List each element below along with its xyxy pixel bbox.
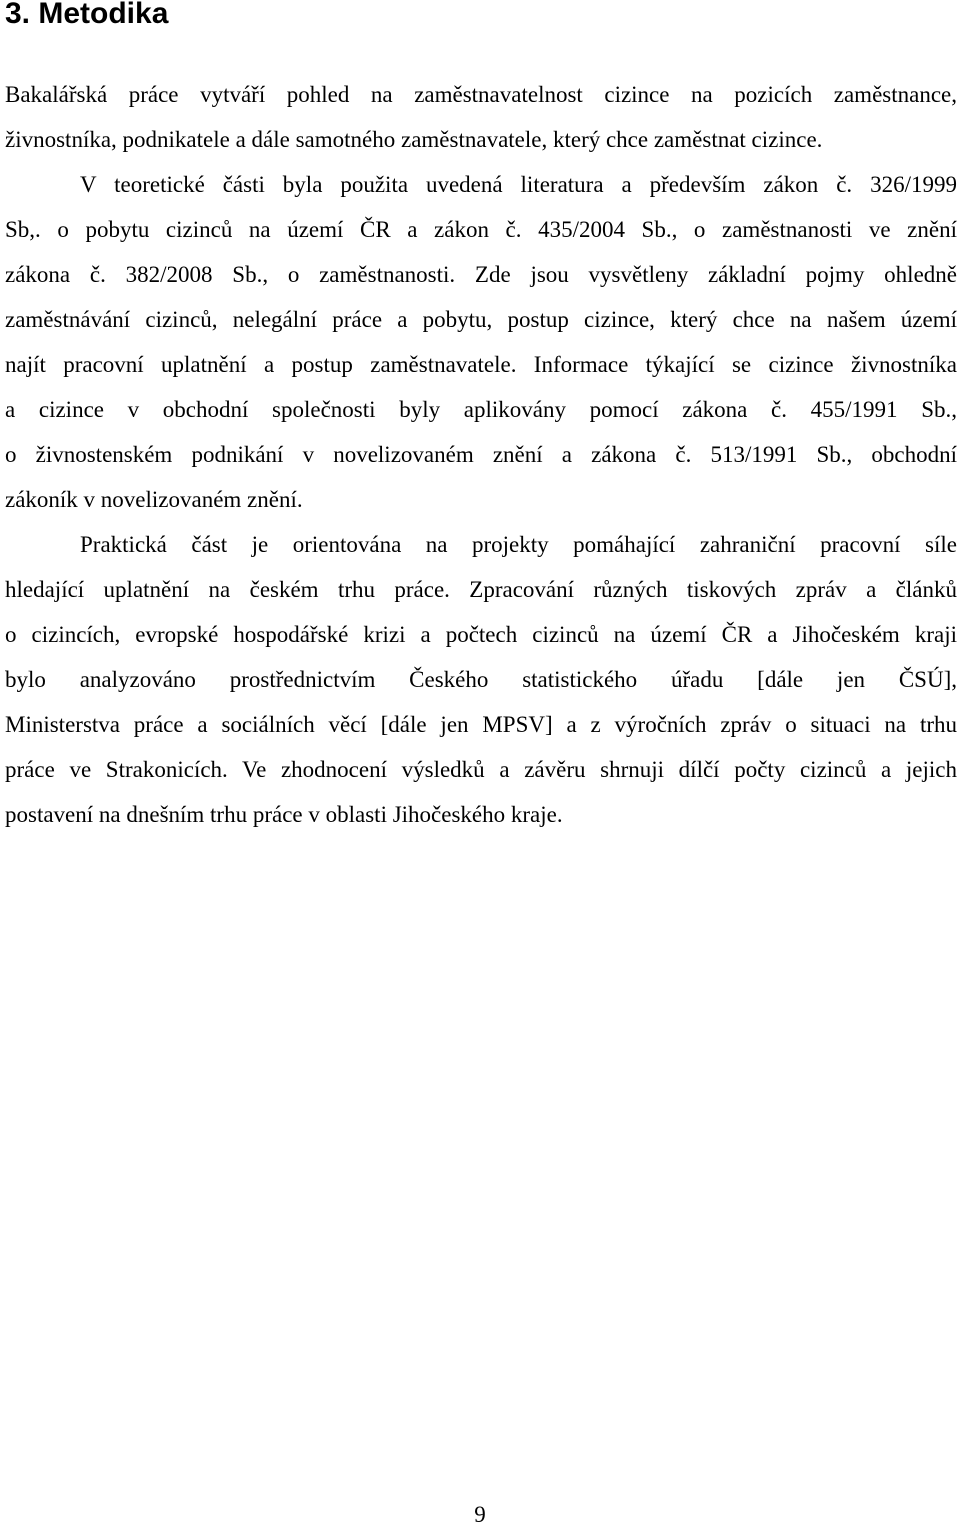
paragraph-2-line-5: najít pracovní uplatnění a postup zaměstnavatele. Informace týkající se cizince živnostníka	[5, 352, 957, 377]
paragraph-3-line-3: o cizincích, evropské hospodářské krizi a počtech cizinců na území ČR a Jihočeském kraji	[5, 622, 957, 647]
paragraph-2-line-3: zákona č. 382/2008 Sb., o zaměstnanosti. Zde jsou vysvětleny základní pojmy ohledně	[5, 262, 957, 287]
paragraph-2-line-8: zákoník v novelizovaném znění.	[5, 487, 303, 512]
paragraph-3-line-2: hledající uplatnění na českém trhu práce. Zpracování různých tiskových zpráv a článků	[5, 577, 957, 602]
paragraph-1-line-1: Bakalářská práce vytváří pohled na zaměstnavatelnost cizince na pozicích zaměstnance,	[5, 82, 957, 107]
paragraph-3-line-5: Ministerstva práce a sociálních věcí [dále jen MPSV] a z výročních zpráv o situaci na trhu	[5, 712, 957, 737]
paragraph-2-line-6: a cizince v obchodní společnosti byly aplikovány pomocí zákona č. 455/1991 Sb.,	[5, 397, 957, 422]
paragraph-2-line-7: o živnostenském podnikání v novelizovaném znění a zákona č. 513/1991 Sb., obchodní	[5, 442, 957, 467]
paragraph-3-line-1: Praktická část je orientována na projekty pomáhající zahraniční pracovní síle	[80, 532, 957, 557]
page-number: 9	[474, 1502, 486, 1527]
section-heading: 3. Metodika	[5, 0, 169, 30]
paragraph-3-line-4: bylo analyzováno prostřednictvím Českého statistického úřadu [dále jen ČSÚ],	[5, 667, 957, 692]
paragraph-2-line-2: Sb,. o pobytu cizinců na území ČR a zákon č. 435/2004 Sb., o zaměstnanosti ve znění	[5, 217, 957, 242]
paragraph-2-line-4: zaměstnávání cizinců, nelegální práce a pobytu, postup cizince, který chce na našem území	[5, 307, 957, 332]
paragraph-3-line-7: postavení na dnešním trhu práce v oblasti Jihočeského kraje.	[5, 802, 563, 827]
paragraph-1-line-2: živnostníka, podnikatele a dále samotného zaměstnavatele, který chce zaměstnat cizince.	[5, 127, 823, 152]
paragraph-2-line-1: V teoretické části byla použita uvedená literatura a především zákon č. 326/1999	[80, 172, 957, 197]
paragraph-3-line-6: práce ve Strakonicích. Ve zhodnocení výsledků a závěru shrnuji dílčí počty cizinců a jejich	[5, 757, 957, 782]
